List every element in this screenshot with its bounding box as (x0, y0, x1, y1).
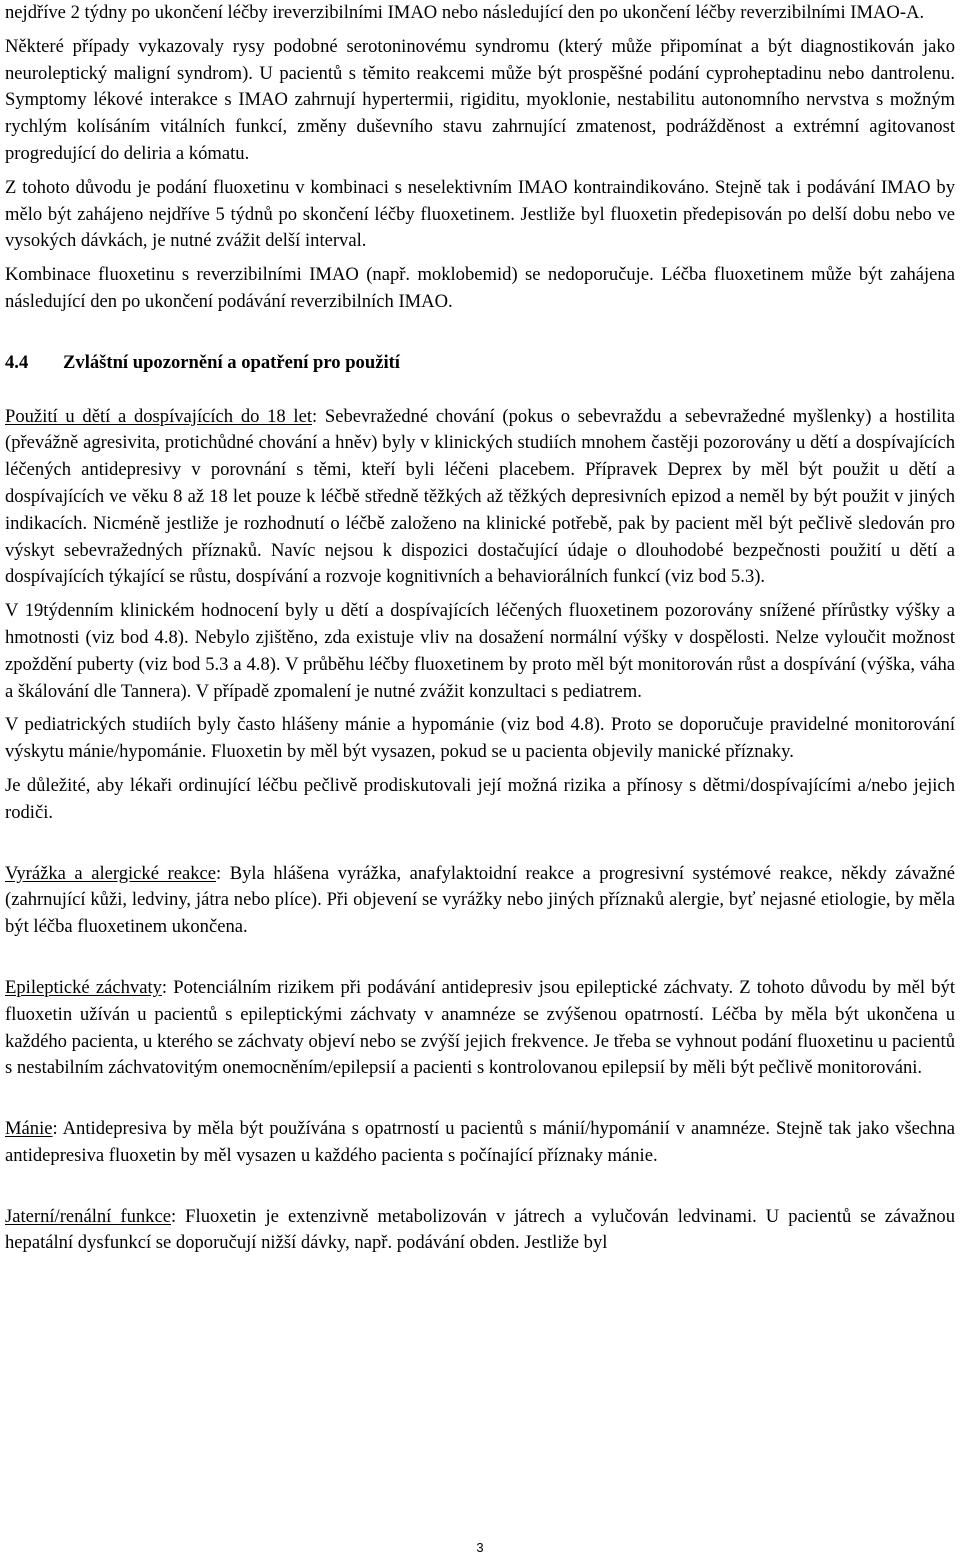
paragraph-pediatric-mania: V pediatrických studiích byly často hlášeny mánie a hypománie (viz bod 4.8). Proto se doporučuje pravidelné monitorování výskytu mánie/hypománie. Fluoxetin by měl být vysazen, pokud se u pacienta objevily manické příznaky. (5, 714, 955, 763)
paragraph-liver (5, 1204, 955, 1258)
section-number: 4.4 (5, 351, 29, 373)
seizures-text: : Potenciálním rizikem při podávání antidepresiv jsou epileptické záchvaty. Z tohoto důvodu by měl být fluoxetin užíván u pacientů s epileptickými záchvaty v anamnéze se zvýšenou opatrností. Léčba by měla být ukončena u každého pacienta, u kterého se záchvaty objeví nebo se zvýší jejich frekvence. Je třeba se vyhnout podání fluoxetinu u pacientů s nestabilním záchvatovitým onemocněním/epilepsií a pacienti s kontrolovanou epilepsií by měli být pečlivě monitorováni. (5, 976, 956, 1079)
paragraph-mania (5, 1116, 955, 1170)
liver-text: : Fluoxetin je extenzivně metabolizován v játrech a vylučován ledvinami. U pacientů se závažnou hepatální dysfunkcí se doporučují nižší dávky, např. podávání obden. Jestliže byl (5, 1205, 955, 1254)
rash-label: Vyrážka a alergické reakce (5, 862, 217, 884)
paragraph-reversible-imao: Kombinace fluoxetinu s reverzibilními IMAO (např. moklobemid) se nedoporučuje. Léčba fluoxetinem může být zahájena následující den po ukončení podávání reverzibilních IMAO. (5, 264, 955, 312)
paragraph-growth: V 19týdenním klinickém hodnocení byly u dětí a dospívajících léčených fluoxetinem pozorovány snížené přírůstky výšky a hmotnosti (viz bod 4.8). Nebylo zjištěno, zda existuje vliv na dosažení normální výšky v dospělosti. Nelze vyloučit možnost zpoždění puberty (viz bod 5.3 a 4.8). V průběhu léčby fluoxetinem by proto měl být monitorován růst a dospívání (výška, váha a škálování dle Tannera). V případě zpomalení je nutné zvážit konzultaci s pediatrem. (5, 600, 955, 702)
paragraph-children (5, 404, 955, 592)
liver-label: Jaterní/renální funkce (5, 1205, 171, 1227)
paragraph-rash (5, 861, 955, 941)
paragraph-serotonin-syndrome: Některé případy vykazovaly rysy podobné serotoninovému syndromu (který může připomínat a být diagnostikován jako neuroleptický maligní syndrom). U pacientů s těmito reakcemi může být prospěšné podání cyproheptadinu nebo dantrolenu. Symptomy lékové interakce s IMAO zahrnují hypertermii, rigiditu, myoklonie, nestabilitu autonomního nervstva s možným rychlým kolísáním vitálních funkcí, změny duševního stavu zahrnující zmatenost, podrážděnost a extrémní agitovanost progredující do deliria a kómatu. (5, 35, 955, 164)
children-label: Použití u dětí a dospívajících do 18 let (5, 405, 313, 427)
paragraph-imao-timing: nejdříve 2 týdny po ukončení léčby ireverzibilními IMAO nebo následující den po ukončení léčby reverzibilními IMAO-A. (5, 2, 925, 23)
seizures-label: Epileptické záchvaty (5, 976, 162, 998)
rash-text: : Byla hlášena vyrážka, anafylaktoidní reakce a progresivní systémové reakce, někdy závažné (zahrnující kůži, ledviny, játra nebo plíce). Při objevení se vyrážky nebo jiných příznaků alergie, byť nejasné etiologie, by měla být léčba fluoxetinem ukončena. (5, 862, 955, 938)
section-heading (5, 350, 955, 377)
paragraph-contraindication: Z tohoto důvodu je podání fluoxetinu v kombinaci s neselektivním IMAO kontraindikováno. Stejně tak i podávání IMAO by mělo být zahájeno nejdříve 5 týdnů po skončení léčby fluoxetinem. Jestliže byl fluoxetin předepisován po delší dobu nebo ve vysokých dávkách, je nutné zvážit delší interval. (5, 176, 955, 252)
paragraph-seizures (5, 975, 955, 1082)
paragraph-discussion: Je důležité, aby lékaři ordinující léčbu pečlivě prodiskutovali její možná rizika a přínosy s dětmi/dospívajícími a/nebo jejich rodiči. (5, 774, 955, 823)
page-number: 3 (476, 1540, 484, 1555)
document-page (5, 0, 955, 1264)
mania-text: : Antidepresiva by měla být používána s opatrností u pacientů s mánií/hypománií v anamnéze. Stejně tak jako všechna antidepresiva fluoxetin by měl vysazen u každého pacienta s počínající příznaky mánie. (5, 1118, 955, 1166)
children-text: : Sebevražedné chování (pokus o sebevraždu a sebevražedné myšlenky) a hostilita (převážně agresivita, protichůdné chování a hněv) byly v klinických studiích mnohem častěji pozorovány u dětí a dospívajících léčených antidepresivy v porovnání s těmi, kteří byli léčeni placebem. Přípravek Deprex by měl být použit u dětí a dospívajících ve věku 8 až 18 let pouze k léčbě středně těžkých až těžkých depresivních epizod a neměl by být použit v jiných indikacích. Nicméně jestliže je rozhodnutí o léčbě založeno na klinické potřebě, pak by pacient měl být pečlivě sledován pro výskyt sebevražedných příznaků. Navíc nejsou k dispozici dostačující údaje o dlouhodobé bezpečnosti použití u dětí a dospívajících týkající se růstu, dospívání a rozvoje kognitivních a behaviorálních funkcí (viz bod 5.3). (5, 405, 955, 588)
mania-label: Mánie (5, 1118, 53, 1140)
section-title: Zvláštní upozornění a opatření pro použití (63, 351, 400, 373)
